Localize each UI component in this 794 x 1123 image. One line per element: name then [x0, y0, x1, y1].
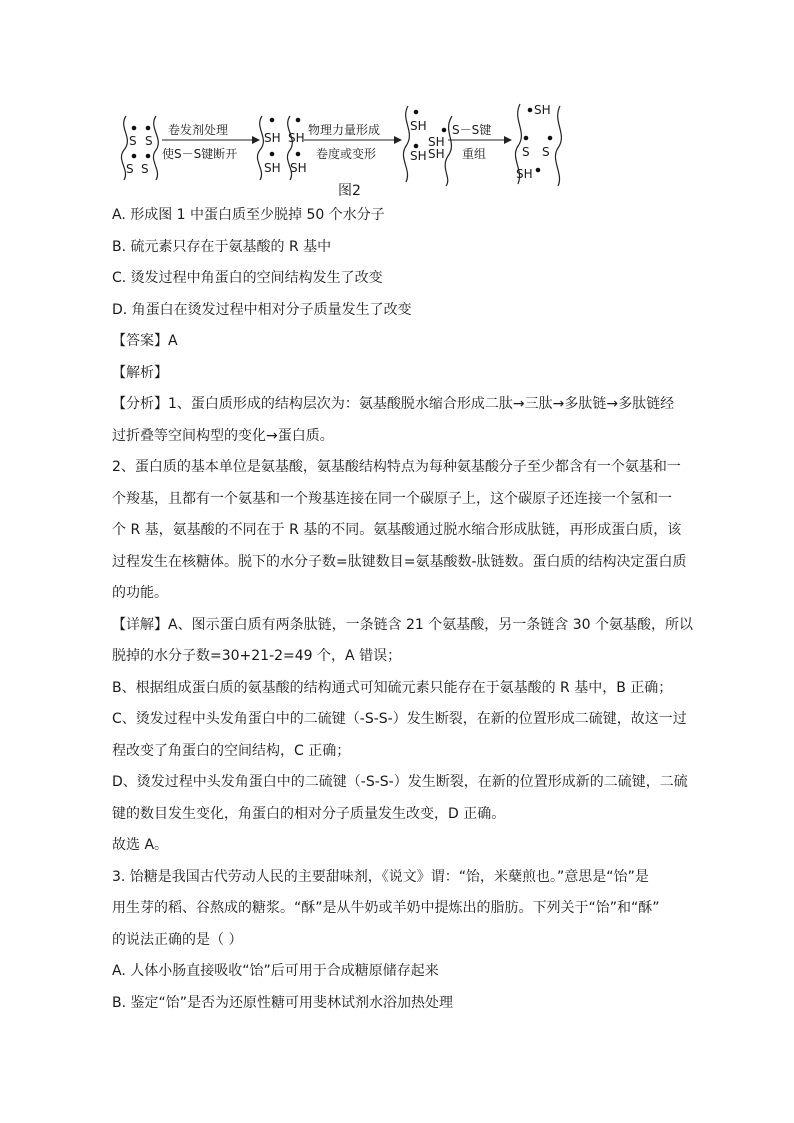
sh-label: SH — [290, 161, 307, 175]
s-label: S — [129, 134, 137, 148]
figure-caption: 图2 — [338, 183, 361, 199]
arrow-1 — [162, 122, 260, 161]
s-label: S — [542, 145, 550, 159]
stage-1-strands — [121, 116, 158, 180]
question-content — [112, 200, 694, 1019]
sh-label: SH — [288, 131, 305, 145]
analysis-line: 过折叠等空间构型的变化→蛋白质。 — [112, 427, 334, 444]
analysis-line: 脱掉的水分子数=30+21-2=49 个，A 错误； — [112, 648, 402, 664]
step2-bottom-label: 卷度或变形 — [316, 147, 377, 161]
analysis-line: 【分析】1、蛋白质形成的结构层次为：氨基酸脱水缩合形成二肽→三肽→多肽链→多肽链经 — [112, 396, 675, 412]
question-3 — [112, 862, 686, 1020]
s-label: S — [522, 145, 530, 159]
s-label: S — [126, 162, 134, 176]
question-3-line: 3. 饴糖是我国古代劳动人民的主要甜味剂，《说文》谓：“饴，米蘖煎也。”意思是“饴”是 — [112, 868, 649, 885]
question-3-option-b: B. 鉴定“饴”是否为还原性糖可用斐林试剂水浴加热处理 — [112, 994, 454, 1011]
sh-label: SH — [410, 119, 427, 133]
question-3-line: 的说法正确的是（ ） — [112, 931, 243, 948]
analysis-line: 过程发生在核糖体。脱下的水分子数=肽键数目=氨基酸数-肽链数。蛋白质的结构决定蛋白质 — [112, 553, 687, 570]
analysis-label: 【解析】 — [112, 364, 168, 381]
step3-bottom-label: 重组 — [462, 147, 487, 161]
analysis-line: B、根据组成蛋白质的氨基酸的结构通式可知硫元素只能存在于氨基酸的 R 基中，B 正确； — [112, 679, 673, 696]
sh-label: SH — [428, 147, 445, 161]
sh-label: SH — [410, 149, 427, 163]
option-b: B. 硫元素只存在于氨基酸的 R 基中 — [112, 238, 332, 255]
option-a: A. 形成图 1 中蛋白质至少脱掉 50 个水分子 — [112, 207, 385, 223]
step3-top-label: S－S键 — [452, 123, 492, 137]
sh-label: SH — [516, 167, 533, 181]
analysis-line: D、烫发过程中头发角蛋白中的二硫键（-S-S-）发生断裂，在新的位置形成新的二硫键，二硫 — [112, 774, 688, 790]
step2-top-label: 物理力量形成 — [308, 123, 381, 137]
sh-label: SH — [264, 161, 281, 175]
option-c: C. 烫发过程中角蛋白的空间结构发生了改变 — [112, 270, 383, 286]
analysis-line: C、烫发过程中头发角蛋白中的二硫键（-S-S-）发生断裂，在新的位置形成二硫键，故这一过 — [112, 711, 687, 727]
s-label: S — [145, 134, 153, 148]
analysis-line: 个 R 基，氨基酸的不同在于 R 基的不同。氨基酸通过脱水缩合形成肽链，再形成蛋白质，该 — [112, 522, 682, 538]
arrow-3 — [448, 122, 512, 161]
analysis-line: 个羧基，且都有一个氨基和一个羧基连接在同一个碳原子上，这个碳原子还连接一个氢和一 — [112, 490, 672, 507]
answer-line: 【答案】A — [112, 333, 178, 349]
step1-top-label: 卷发剂处理 — [168, 123, 229, 137]
arrow-2 — [304, 122, 402, 161]
sh-label: SH — [428, 135, 445, 149]
step1-bottom-label: 使S－S键断开 — [162, 147, 238, 161]
analysis-line: 【详解】A、图示蛋白质有两条肽链，一条链含 21 个氨基酸，另一条链含 30 个氨基酸，所以 — [112, 616, 694, 633]
analysis-line: 的功能。 — [112, 585, 168, 601]
stage-2-strands — [257, 116, 306, 180]
stage-3-strands — [403, 106, 452, 186]
option-d: D. 角蛋白在烫发过程中相对分子质量发生了改变 — [112, 301, 412, 318]
analysis-body — [112, 389, 694, 862]
analysis-line: 2、蛋白质的基本单位是氨基酸，氨基酸结构特点为每种氨基酸分子至少都含有一个氨基和一 — [112, 459, 681, 475]
analysis-line: 程改变了角蛋白的空间结构，C 正确； — [112, 742, 351, 759]
analysis-line: 键的数目发生变化，角蛋白的相对分子质量发生改变，D 正确。 — [112, 805, 506, 822]
stage-4-strands — [515, 103, 561, 186]
question-3-line: 用生芽的稻、谷熬成的糖浆。“酥”是从牛奶或羊奶中提炼出的脂肪。下列关于“饴”和“酥” — [112, 900, 660, 916]
diagram-svg — [112, 98, 572, 188]
sh-label: SH — [264, 131, 281, 145]
sh-label: SH — [534, 103, 551, 117]
question-3-option-a: A. 人体小肠直接吸收“饴”后可用于合成糖原储存起来 — [112, 963, 439, 979]
analysis-line: 故选 A。 — [112, 837, 169, 853]
s-label: S — [141, 162, 149, 176]
options-list — [112, 200, 686, 326]
